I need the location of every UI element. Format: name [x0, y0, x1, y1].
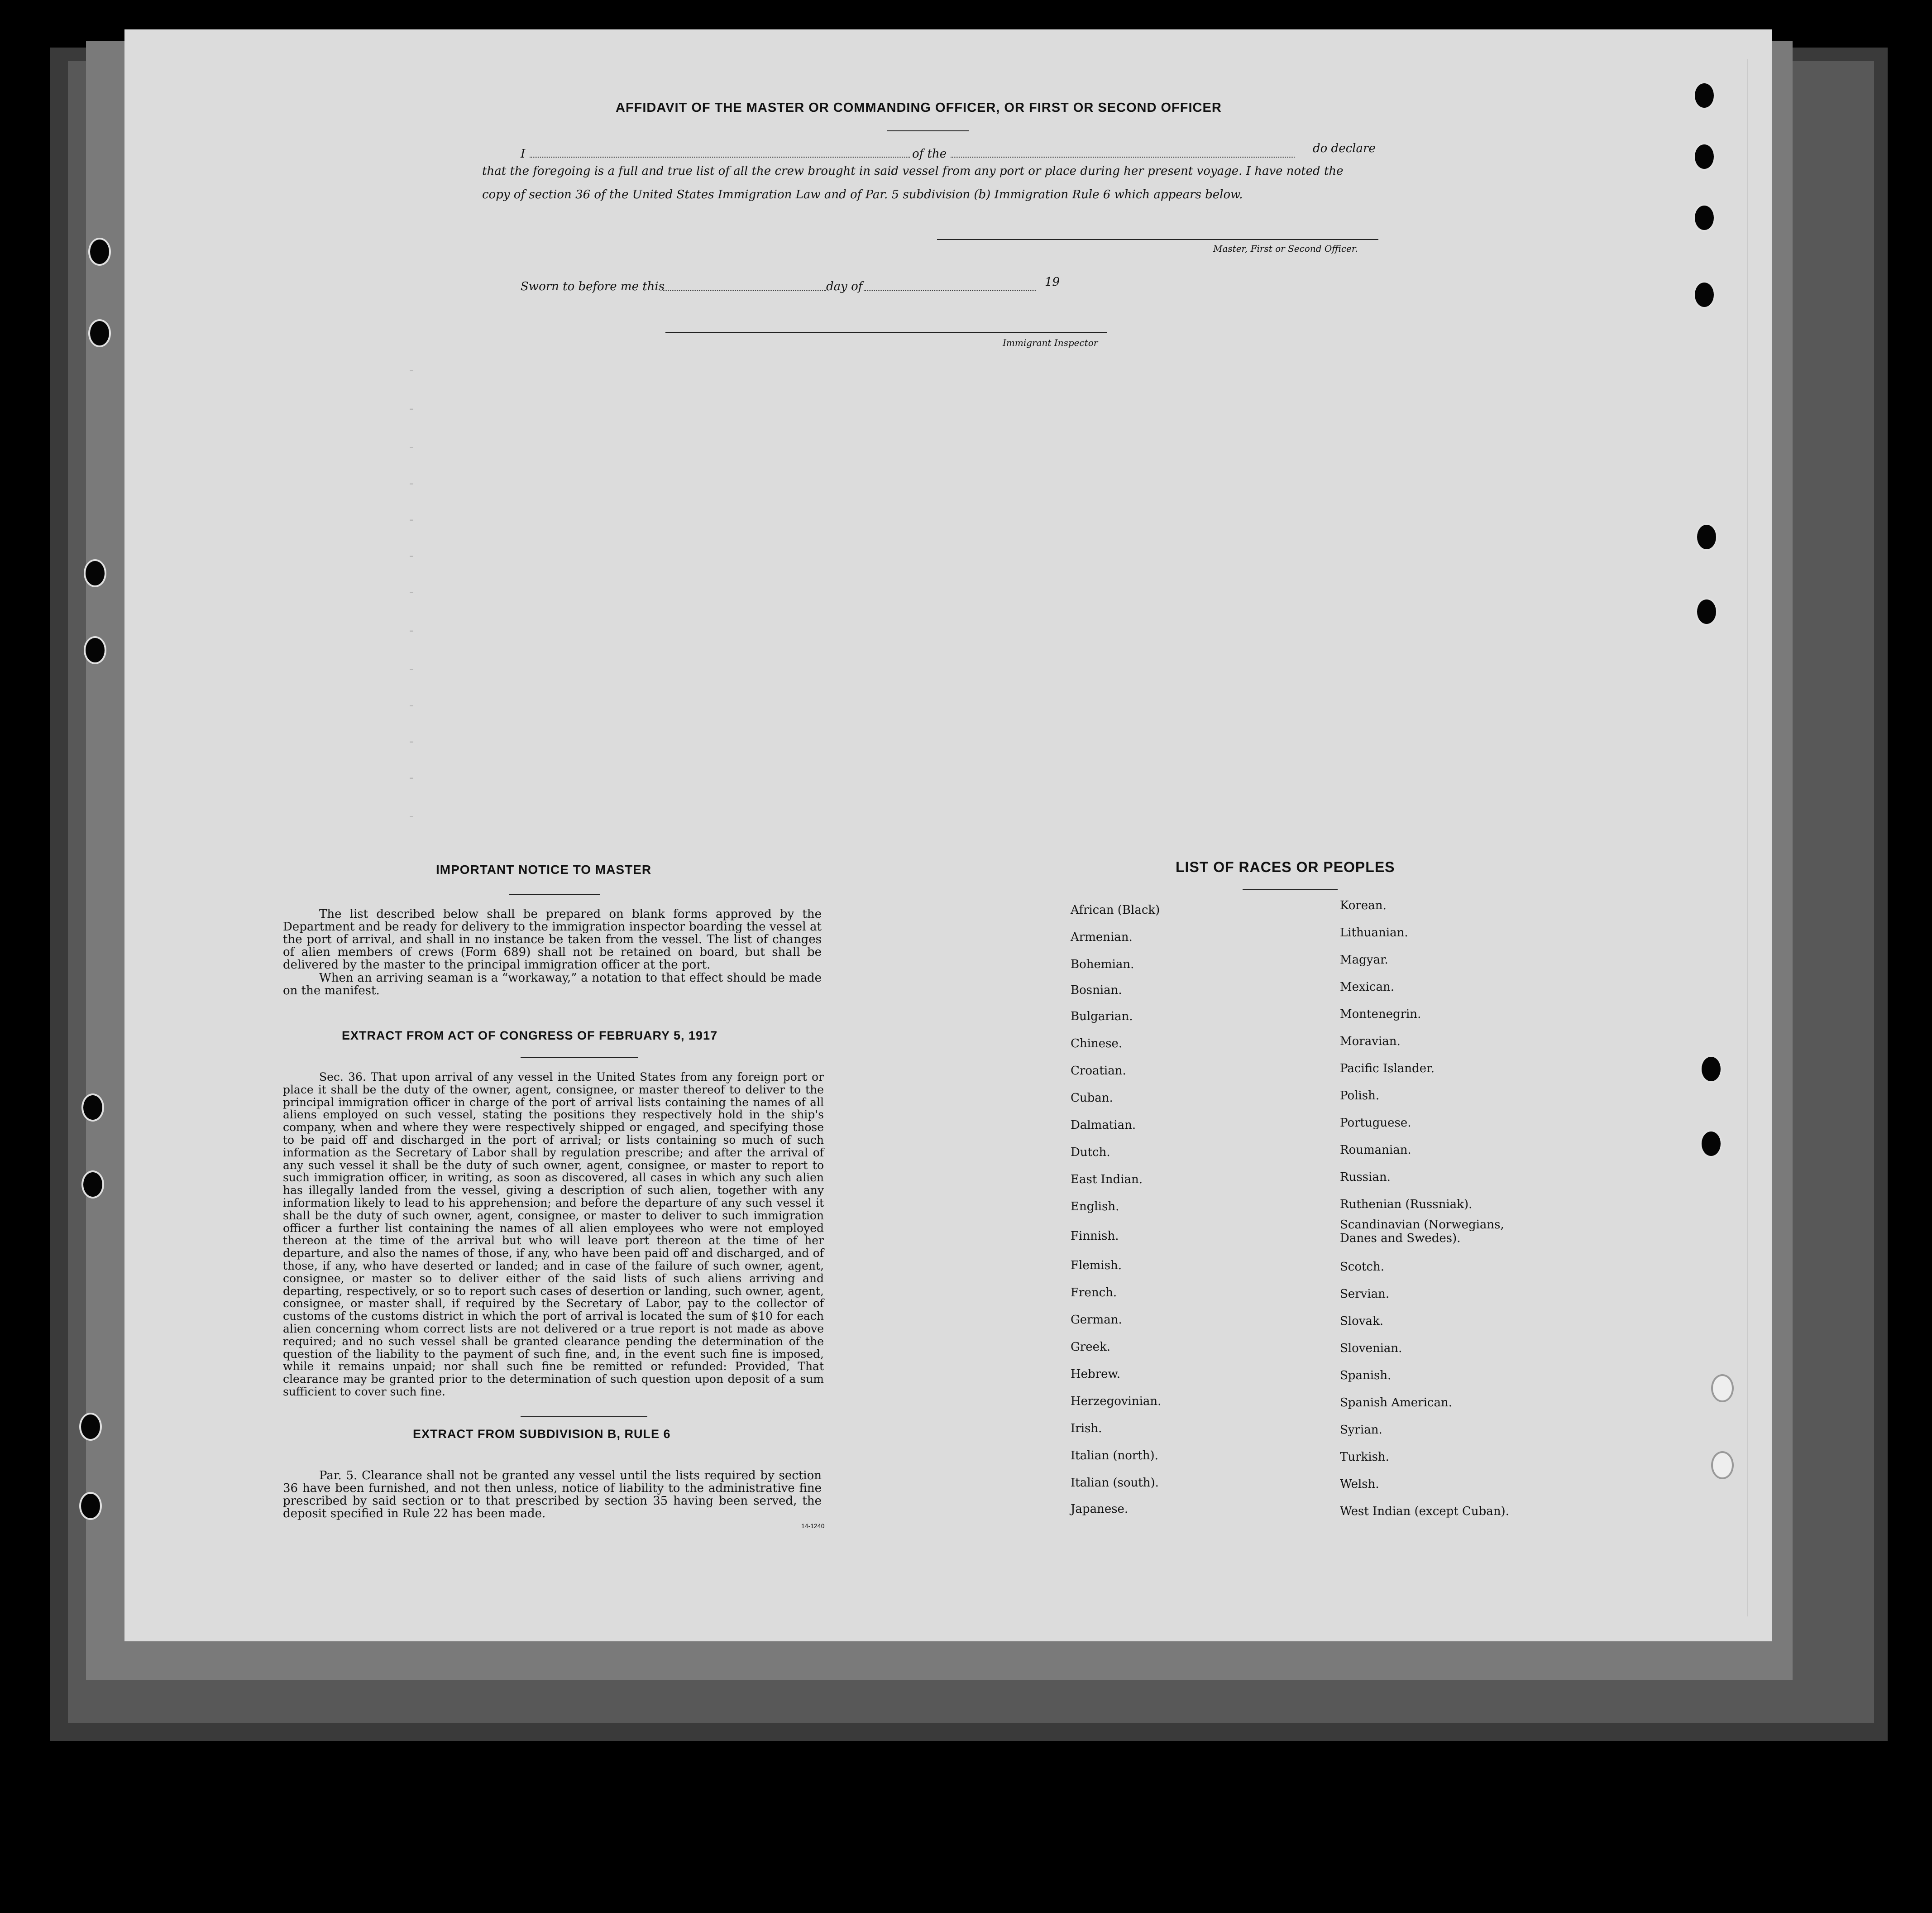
- race-right-item: Polish.: [1340, 1089, 1380, 1103]
- race-right-item: Scotch.: [1340, 1260, 1385, 1274]
- affidavit-line-3: copy of section 36 of the United States Immigration Law and of Par. 5 subdivision (b) Immigration Rule 6 which appears below.: [482, 188, 1243, 201]
- race-left-item: Dalmatian.: [1071, 1118, 1136, 1132]
- race-left-item: East Indian.: [1071, 1173, 1143, 1186]
- race-left-item: Dutch.: [1071, 1146, 1110, 1159]
- notice-title: IMPORTANT NOTICE TO MASTER: [436, 863, 652, 877]
- binder-hole-icon: [1700, 1055, 1722, 1083]
- do-declare-label: do declare: [1313, 142, 1376, 155]
- master-signature-line[interactable]: [937, 239, 1378, 240]
- act-extract-title: EXTRACT FROM ACT OF CONGRESS OF FEBRUARY 5, 1917: [342, 1029, 718, 1042]
- race-left-item: Herzegovinian.: [1071, 1395, 1162, 1408]
- binder-hole-icon: [1695, 523, 1718, 551]
- affidavit-title: AFFIDAVIT OF THE MASTER OR COMMANDING OFFICER, OR FIRST OR SECOND OFFICER: [616, 101, 1222, 115]
- binder-hole-icon: [88, 319, 111, 347]
- sworn-day-field[interactable]: [663, 290, 826, 291]
- race-right-item: Spanish American.: [1340, 1396, 1453, 1410]
- inspector-signature-label: Immigrant Inspector: [1003, 337, 1098, 348]
- race-right-item: Syrian.: [1340, 1423, 1382, 1437]
- race-right-item: Roumanian.: [1340, 1143, 1411, 1157]
- race-left-item: French.: [1071, 1286, 1117, 1299]
- race-left-item: Irish.: [1071, 1422, 1102, 1435]
- master-signature-label: Master, First or Second Officer.: [1213, 243, 1358, 254]
- race-left-item: Greek.: [1071, 1340, 1110, 1354]
- form-number: 14-1240: [801, 1522, 825, 1529]
- vessel-name-field[interactable]: [951, 157, 1295, 158]
- race-right-item: Portuguese.: [1340, 1116, 1411, 1130]
- race-left-item: Flemish.: [1071, 1259, 1122, 1272]
- declarant-name-field[interactable]: [530, 157, 910, 158]
- race-right-item: Moravian.: [1340, 1035, 1401, 1048]
- of-the-label: of the: [912, 147, 947, 161]
- race-right-item: Ruthenian (Russniak).: [1340, 1198, 1473, 1211]
- race-right-item: Slovak.: [1340, 1314, 1383, 1328]
- year-label: 19: [1045, 275, 1060, 289]
- races-title: LIST OF RACES OR PEOPLES: [1176, 859, 1395, 875]
- race-left-item: German.: [1071, 1313, 1122, 1327]
- race-left-item: Chinese.: [1071, 1037, 1123, 1050]
- binder-hole-icon: [1693, 143, 1716, 171]
- race-left-item: Croatian.: [1071, 1064, 1126, 1078]
- rule-extract-body: Par. 5. Clearance shall not be granted any vessel until the lists required by section 36 have been furnished, and not then unless, notice of liability to the administrative fine prescribed by said section or to that prescribed by section 35 having been served, the deposit specified in Rule 22 has been made.: [283, 1469, 822, 1520]
- binder-hole-icon: [1711, 1451, 1734, 1479]
- divider: [1243, 889, 1338, 890]
- race-left-item: Italian (north).: [1071, 1449, 1158, 1462]
- race-right-item: West Indian (except Cuban).: [1340, 1505, 1509, 1518]
- binder-hole-icon: [88, 238, 111, 266]
- binder-hole-icon: [1693, 281, 1716, 309]
- notice-paragraph-2: When an arriving seaman is a “workaway,” a notation to that effect should be made on the manifest.: [283, 971, 822, 997]
- race-left-item: Japanese.: [1071, 1502, 1129, 1516]
- race-right-item: Magyar.: [1340, 953, 1388, 967]
- manifest-page: [124, 29, 1772, 1641]
- binder-hole-icon: [84, 559, 106, 587]
- race-right-item: Turkish.: [1340, 1450, 1389, 1464]
- race-left-item: Armenian.: [1071, 930, 1133, 944]
- binder-hole-icon: [1693, 204, 1716, 232]
- race-right-item: Scandinavian (Norwegians, Danes and Swedes).: [1340, 1218, 1504, 1245]
- affidavit-line-2: that the foregoing is a full and true list of all the crew brought in said vessel from any port or place during her present voyage. I have noted the: [482, 164, 1344, 178]
- sworn-label: Sworn to before me this: [521, 280, 665, 293]
- race-right-item: Slovenian.: [1340, 1342, 1402, 1355]
- race-right-item: Pacific Islander.: [1340, 1062, 1435, 1075]
- binder-hole-icon: [81, 1093, 104, 1122]
- race-right-item: Korean.: [1340, 899, 1387, 912]
- race-left-item: Bosnian.: [1071, 983, 1122, 997]
- race-right-item: Lithuanian.: [1340, 926, 1408, 940]
- binder-hole-icon: [1711, 1374, 1734, 1402]
- race-left-item: Bulgarian.: [1071, 1010, 1133, 1023]
- binder-hole-icon: [84, 636, 106, 664]
- race-right-item: Russian.: [1340, 1170, 1391, 1184]
- race-left-item: Bohemian.: [1071, 958, 1134, 971]
- act-extract-body: Sec. 36. That upon arrival of any vessel in the United States from any foreign port or place it shall be the duty of the owner, agent, consignee, or master thereof to deliver to the principal immigration officer in charge of the port of arrival lists containing the names of all aliens employed on such vessel, stating the positions they respectively hold in the ship's company, when and where they were respectively shipped or engaged, and specifying those to be paid off and discharged in the port of arrival; or lists containing so much of such information as the Secretary of Labor shall by regulation prescribe; and after the arrival of any such vessel it shall be the duty of such owner, agent, consignee, or master to report to such immigration officer, in writing, as soon as discovered, all cases in which any such alien has illegally landed from the vessel, giving a description of such alien, together with any information likely to lead to his apprehension; and before the departure of any such vessel it shall be the duty of such owner, agent, consignee, or master to deliver to such immigration officer a further list containing the names of all alien employees who were not employed thereon at the time of the arrival but who will leave port thereon at the time of her departure, and also the names of those, if any, who have been paid off and discharged, and of those, if any, who have deserted or landed; and in case of the failure of such owner, agent, consignee, or master so to deliver either of the said lists of such aliens arriving and departing, respectively, or so to report such cases of desertion or landing, such owner, agent, consignee, or master shall, if required by the Secretary of Labor, pay to the collector of customs of the customs district in which the port of arrival is located the sum of $10 for each alien concerning whom correct lists are not delivered or a true report is not made as above required; and no such vessel shall be granted clearance pending the determination of the question of the liability to the payment of such fine, and, in the event such fine is imposed, while it remains unpaid; nor shall such fine be remitted or refunded: Provided, That clearance may be granted prior to the determination of such question upon deposit of a sum sufficient to cover such fine.: [283, 1070, 824, 1398]
- binder-hole-icon: [81, 1170, 104, 1199]
- binder-hole-icon: [1693, 82, 1716, 110]
- rule-extract-title: EXTRACT FROM SUBDIVISION B, RULE 6: [413, 1427, 671, 1441]
- race-left-item: Finnish.: [1071, 1229, 1119, 1243]
- notice-paragraph-1: The list described below shall be prepared on blank forms approved by the Department and be ready for delivery to the immigration inspector boarding the vessel at the port of arrival, and shall in no instance be taken from the vessel. The list of changes of alien members of crews (Form 689) shall not be retained on board, but shall be delivered by the master to the principal immigration officer at the port.: [283, 907, 822, 972]
- divider: [509, 894, 600, 895]
- race-right-item: Spanish.: [1340, 1369, 1392, 1382]
- race-left-item: Cuban.: [1071, 1091, 1113, 1105]
- race-right-item: Montenegrin.: [1340, 1007, 1421, 1021]
- binder-hole-icon: [1695, 598, 1718, 626]
- race-left-item: African (Black): [1071, 903, 1160, 917]
- day-of-label: day of: [826, 280, 863, 293]
- race-right-item: Welsh.: [1340, 1477, 1379, 1491]
- race-right-item: Servian.: [1340, 1287, 1390, 1301]
- sworn-month-field[interactable]: [864, 290, 1036, 291]
- divider: [521, 1057, 638, 1058]
- divider: [521, 1416, 647, 1417]
- declarant-label: I: [521, 147, 526, 161]
- binder-hole-icon: [1700, 1130, 1722, 1158]
- divider: [887, 130, 969, 131]
- race-left-item: English.: [1071, 1200, 1119, 1213]
- race-right-item: Mexican.: [1340, 980, 1395, 994]
- margin-rule: [1747, 59, 1748, 1616]
- binder-hole-icon: [79, 1492, 102, 1520]
- inspector-signature-line[interactable]: [665, 332, 1107, 333]
- race-left-item: Hebrew.: [1071, 1367, 1120, 1381]
- race-left-item: Italian (south).: [1071, 1476, 1159, 1490]
- binder-hole-icon: [79, 1413, 102, 1441]
